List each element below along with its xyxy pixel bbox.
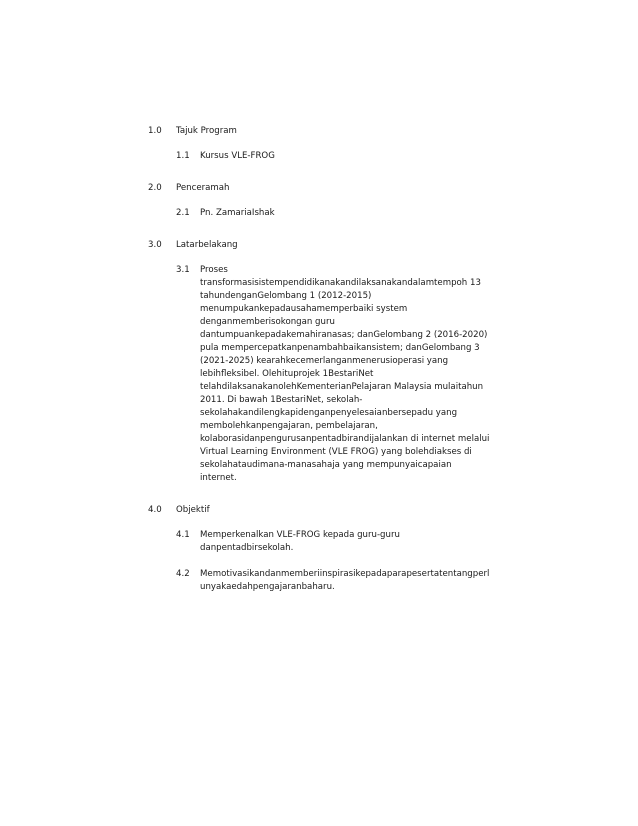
section-number: 1.0 — [148, 126, 162, 136]
section-heading — [148, 504, 508, 517]
subsection-number: 2.1 — [176, 208, 190, 218]
text-line: sekolahataudimana-manasahaja yang mempunyaicapaian — [200, 460, 452, 470]
section-number: 2.0 — [148, 183, 162, 193]
subsection-text — [200, 150, 508, 163]
text-line: (2021-2025) kearahkecemerlanganmenerusioperasi yang — [200, 356, 449, 366]
text-line: Virtual Learning Environment (VLE FROG) yang bolehdiakses di — [200, 447, 472, 457]
section-title: Latarbelakang — [176, 240, 238, 250]
subsection-number: 1.1 — [176, 151, 190, 161]
subsection — [176, 207, 508, 220]
subsection-text — [200, 207, 508, 220]
subsection-text — [200, 568, 508, 594]
section-title: Tajuk Program — [176, 126, 237, 136]
subsection-number: 3.1 — [176, 265, 190, 275]
text-line: kolaborasidanpengurusanpentadbirandijalankan di internet melalui — [200, 434, 490, 444]
section-heading — [148, 239, 508, 252]
subsection-number: 4.2 — [176, 569, 190, 579]
section — [148, 125, 508, 163]
subsection — [176, 529, 508, 555]
text-line: danpentadbirsekolah. — [200, 543, 294, 553]
section-title: Objektif — [176, 505, 210, 515]
text-line: Memperkenalkan VLE-FROG kepada guru-guru — [200, 530, 400, 540]
section-title: Penceramah — [176, 183, 230, 193]
text-line: Proses — [200, 265, 228, 275]
text-line: telahdilaksanakanolehKementerianPelajaran Malaysia mulaitahun — [200, 382, 484, 392]
text-line: Pn. ZamariaIshak — [200, 208, 275, 218]
section — [148, 504, 508, 594]
text-line: Kursus VLE-FROG — [200, 151, 275, 161]
section-number: 4.0 — [148, 505, 162, 515]
text-line: dantumpuankepadakemahiranasas; danGelombang 2 (2016-2020) — [200, 330, 488, 340]
text-line: denganmemberisokongan guru — [200, 317, 335, 327]
subsection-text — [200, 529, 508, 555]
text-line: sekolahakandilengkapidenganpenyelesaianbersepadu yang — [200, 408, 458, 418]
text-line: pula mempercepatkanpenambahbaikansistem; danGelombang 3 — [200, 343, 480, 353]
section — [148, 239, 508, 485]
subsection — [176, 568, 508, 594]
section-heading — [148, 182, 508, 195]
text-line: Memotivasikandanmemberiinspirasikepadaparapesertatentangperl — [200, 569, 490, 579]
subsection — [176, 264, 508, 485]
text-line: transformasisistempendidikanakandilaksanakandalamtempoh 13 — [200, 278, 481, 288]
section-heading — [148, 125, 508, 138]
text-line: internet. — [200, 473, 237, 483]
text-line: menumpukankepadausahamemperbaiki system — [200, 304, 408, 314]
text-line: tahundenganGelombang 1 (2012-2015) — [200, 291, 372, 301]
section-number: 3.0 — [148, 240, 162, 250]
subsection-text — [200, 264, 508, 485]
section — [148, 182, 508, 220]
text-line: 2011. Di bawah 1BestariNet, sekolah- — [200, 395, 363, 405]
document-content — [148, 125, 508, 594]
text-line: unyakaedahpengajaranbaharu. — [200, 582, 335, 592]
text-line: membolehkanpengajaran, pembelajaran, — [200, 421, 378, 431]
subsection — [176, 150, 508, 163]
text-line: lebihfleksibel. Olehituprojek 1BestariNet — [200, 369, 374, 379]
subsection-number: 4.1 — [176, 530, 190, 540]
